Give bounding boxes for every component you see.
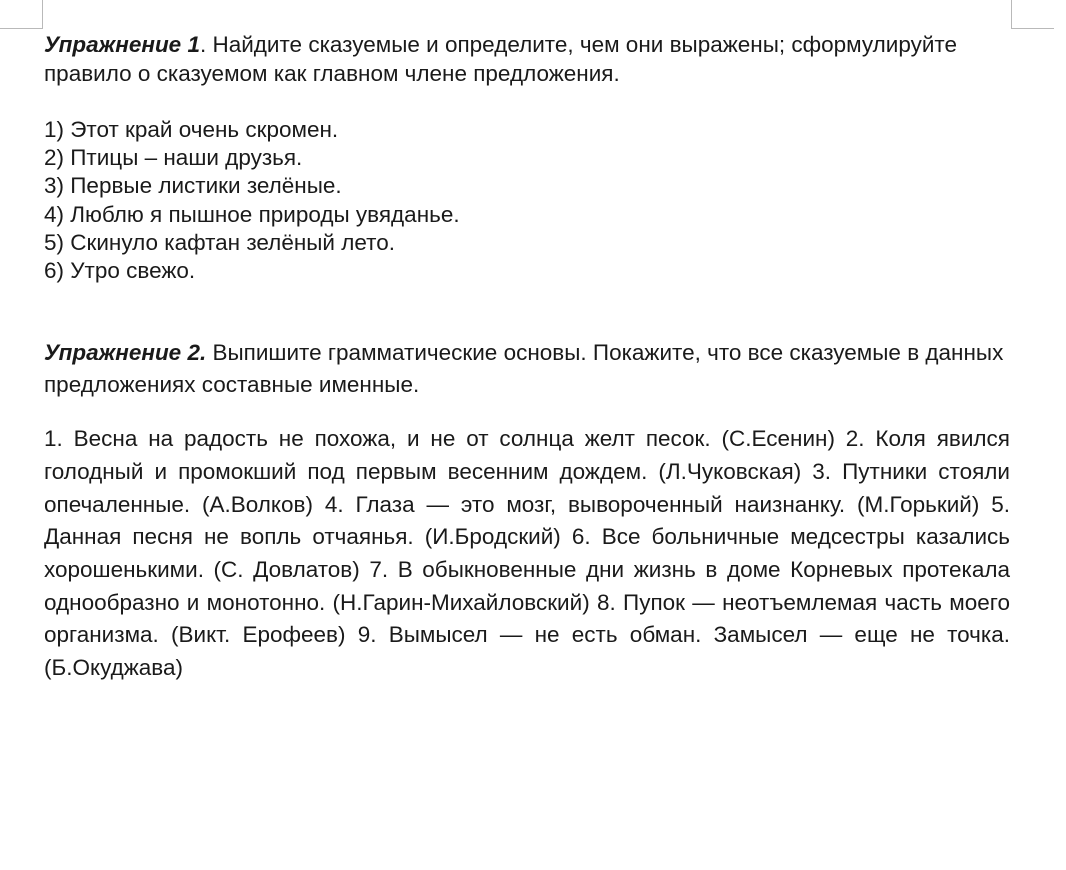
exercise-1-item: 4) Люблю я пышное природы увяданье. bbox=[44, 201, 460, 227]
exercise-1-instruction: . Найдите сказуемые и определите, чем они выражены; сформулируйте правило о сказуемом как главном члене предложения. bbox=[44, 32, 957, 86]
exercise-1-item: 2) Птицы – наши друзья. bbox=[44, 145, 303, 171]
document-page bbox=[44, 30, 1010, 685]
page-corner-mark-top-right bbox=[1011, 0, 1054, 29]
exercise-1-heading bbox=[44, 30, 1010, 88]
exercise-1-list bbox=[44, 116, 1010, 285]
exercise-2-title: Упражнение 2. bbox=[44, 340, 207, 366]
exercise-1-item: 5) Скинуло кафтан зелёный лето. bbox=[44, 229, 395, 255]
exercise-1-item: 6) Утро свежо. bbox=[44, 258, 196, 284]
exercise-2-instruction: Выпишите грамматические основы. Покажите, что все сказуемые в данных предложениях составные именные. bbox=[44, 340, 1004, 398]
page-corner-mark-top-left bbox=[0, 0, 43, 29]
exercise-1-title: Упражнение 1 bbox=[44, 32, 200, 57]
exercise-1-item: 1) Этот край очень скромен. bbox=[44, 117, 339, 142]
exercise-2-heading bbox=[44, 337, 1010, 401]
exercise-1-item: 3) Первые листики зелёные. bbox=[44, 173, 342, 199]
exercise-2-sentences: 1. Весна на радость не похожа, и не от солнца желт песок. (С.Есенин) 2. Коля явился голодный и промокший под первым весенним дождем. (Л.Чуковская) 3. Путники стояли опечаленные. (А.Волков) 4. Глаза — это мозг, вывороченный наизнанку. (М.Горький) 5. Данная песня не вопль отчаянья. (И.Бродский) 6. Все больничные медсестры казались хорошенькими. (С. Довлатов) 7. В обыкновенные дни жизнь в доме Корневых протекала однообразно и монотонно. (Н.Гарин-Михайловский) 8. Пупок — неотъемлемая часть моего организма. (Викт. Ерофеев) 9. Вымысел — не есть обман. Замысел — еще не точка. (Б.Окуджава) bbox=[44, 426, 1010, 681]
